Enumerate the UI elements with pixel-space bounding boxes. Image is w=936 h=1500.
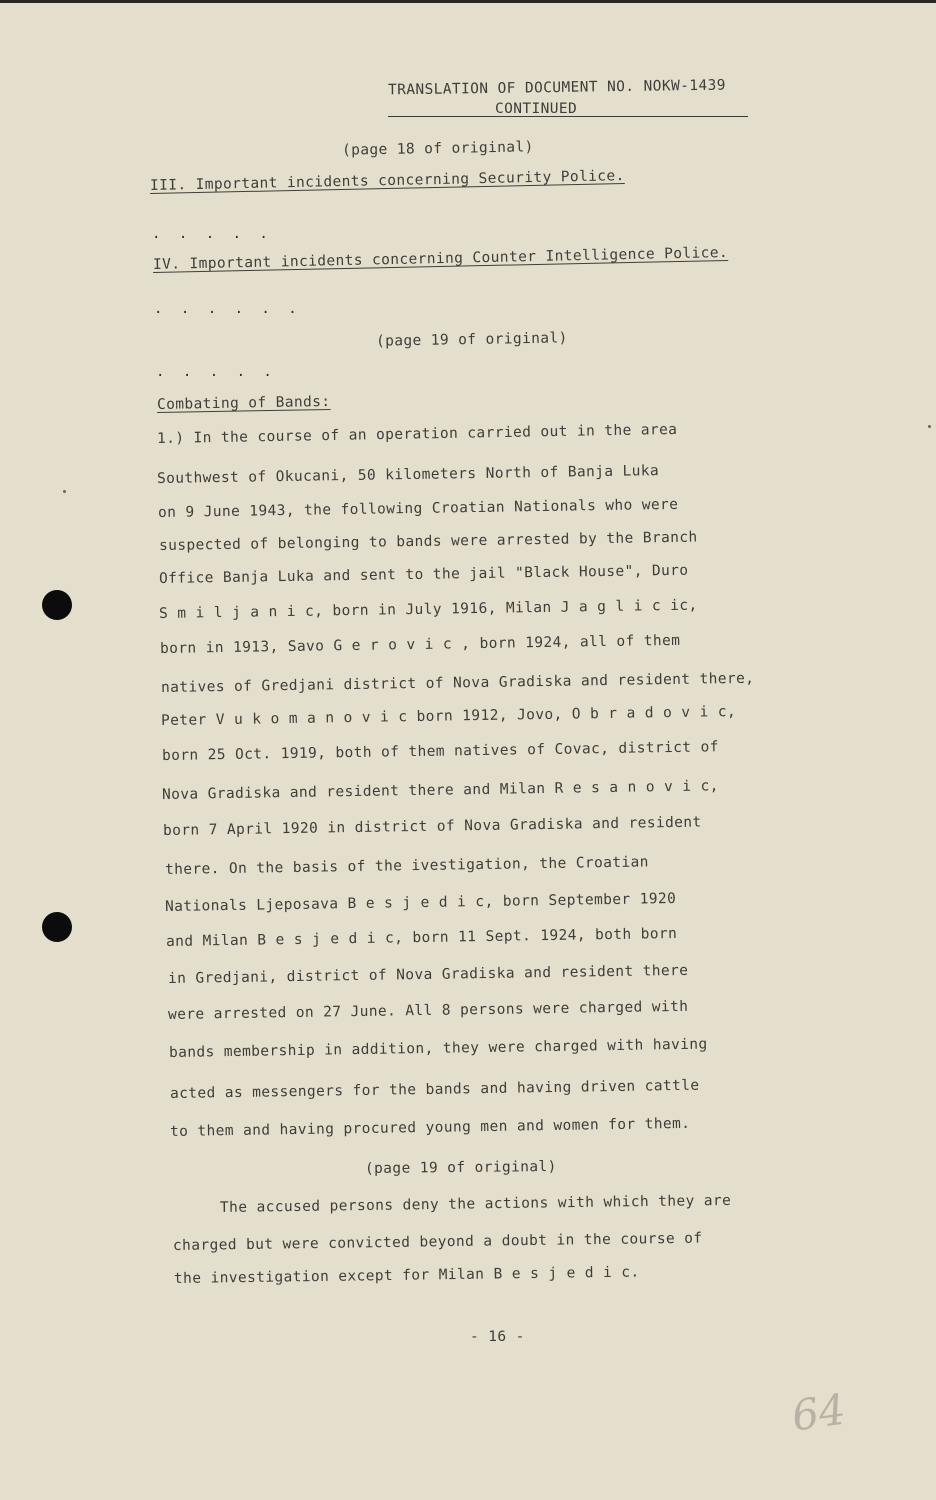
section-heading-counter-intelligence: IV. Important incidents concerning Counter Intelligence Police. (152, 244, 729, 273)
paragraph-line: 1.) In the course of an operation carried out in the area (156, 421, 678, 447)
page-marker-19: (page 19 of original) (375, 330, 568, 350)
paragraph-line: charged but were convicted beyond a doubt in the course of (172, 1230, 703, 1254)
section-heading-security-police: III. Important incidents concerning Security Police. (149, 168, 625, 194)
ellipsis: . . . . . (152, 226, 273, 242)
paragraph-line: acted as messengers for the bands and having driven cattle (169, 1077, 700, 1102)
binder-hole-top (42, 590, 72, 620)
paragraph-line: were arrested on 27 June. All 8 persons were charged with (167, 998, 689, 1023)
document-title: TRANSLATION OF DOCUMENT NO. NOKW-1439 (387, 77, 726, 99)
paragraph-line: born 25 Oct. 1919, both of them natives of Covac, district of (161, 739, 719, 764)
paragraph-line: to them and having procured young men and women for them. (169, 1115, 691, 1140)
paragraph-line: The accused persons deny the actions with which they are (219, 1192, 732, 1216)
paragraph-line: in Gredjani, district of Nova Gradiska and resident there (167, 962, 689, 987)
paragraph-line: bands membership in addition, they were charged with having (168, 1036, 708, 1061)
page-top-edge (0, 0, 936, 3)
paragraph-line: Nationals Ljeposava B e s j e d i c, born September 1920 (164, 890, 677, 915)
paper-speck (63, 490, 66, 493)
document-subtitle: CONTINUED (495, 101, 578, 117)
paragraph-line: born 7 April 1920 in district of Nova Gradiska and resident (162, 814, 702, 839)
page-marker-19-repeat: (page 19 of original) (364, 1158, 557, 1178)
paragraph-line: the investigation except for Milan B e s j e d i c. (173, 1264, 640, 1287)
page-number: - 16 - (470, 1329, 525, 1345)
paper-speck (928, 425, 931, 428)
paragraph-line: Southwest of Okucani, 50 kilometers North of Banja Luka (156, 463, 660, 487)
paragraph-line: S m i l j a n i c, born in July 1916, Milan J a g l i c ic, (158, 597, 698, 622)
paragraph-line: natives of Gredjani district of Nova Gradiska and resident there, (160, 670, 755, 696)
binder-hole-bottom (42, 912, 72, 942)
paragraph-line: there. On the basis of the ivestigation, the Croatian (164, 854, 649, 878)
paragraph-line: on 9 June 1943, the following Croatian Nationals who were (157, 496, 679, 521)
paragraph-line: and Milan B e s j e d i c, born 11 Sept. 1924, both born (165, 925, 678, 950)
handwritten-page-number: 64 (788, 1384, 849, 1441)
paragraph-line: born in 1913, Savo G e r o v i c , born 1924, all of them (159, 632, 681, 657)
paragraph-line: Peter V u k o m a n o v i c born 1912, Jovo, O b r a d o v i c, (160, 703, 737, 729)
paragraph-line: suspected of belonging to bands were arrested by the Branch (158, 529, 698, 554)
ellipsis: . . . . . . (154, 301, 302, 317)
paragraph-line: Office Banja Luka and sent to the jail "Black House", Duro (158, 562, 689, 587)
paragraph-line: Nova Gradiska and resident there and Milan R e s a n o v i c, (161, 778, 719, 803)
section-heading-combating-of-bands: Combating of Bands: (156, 393, 331, 413)
ellipsis: . . . . . (156, 364, 277, 380)
page-marker-18: (page 18 of original) (341, 139, 534, 159)
